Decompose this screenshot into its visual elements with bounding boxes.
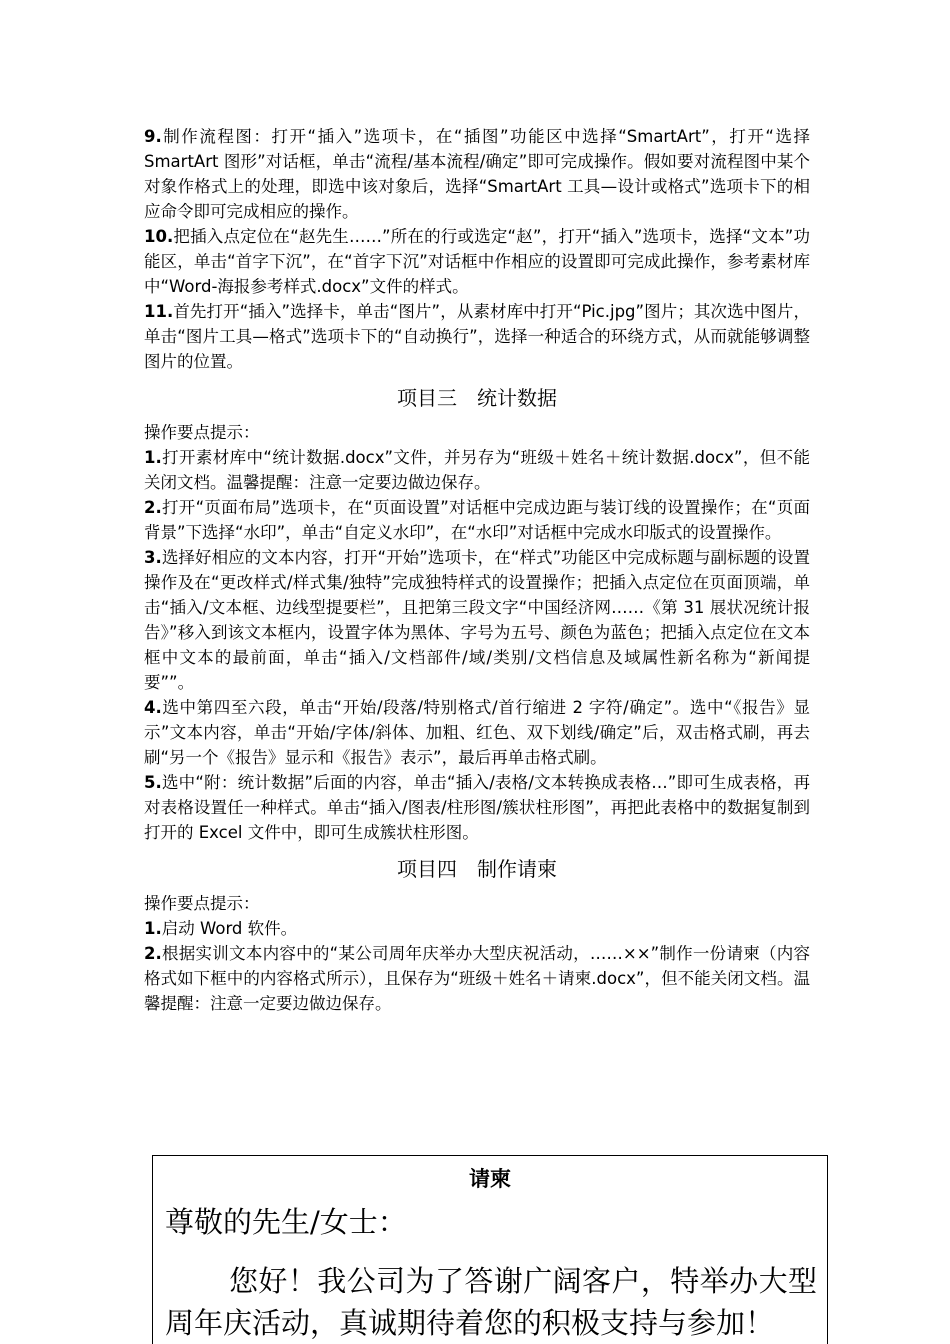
step-text: 制作流程图：打开“插入”选项卡，在“插图”功能区中选择“SmartArt”，打开“选择 SmartArt 图形”对话框，单击“流程/基本流程/确定”即可完成操作。假如要对流程图中某个对象作格式上的处理，即选中该对象后，选择“SmartArt 工具—设计或格式”选项卡下的相应命令即可完成相应的操作。 [144,127,810,221]
section-3-step-3 [144,545,810,695]
invitation-salutation: 尊敬的先生/女士： [165,1205,407,1239]
step-number: 9. [144,127,162,146]
step-text: 打开“页面布局”选项卡，在“页面设置”对话框中完成边距与装订线的设置操作；在“页面背景”下选择“水印”，单击“自定义水印”，在“水印”对话框中完成水印版式的设置操作。 [144,498,810,542]
section-3-step-1 [144,445,810,495]
document-content [144,124,810,1016]
step-number: 4. [144,698,162,717]
section-3-step-2 [144,495,810,545]
section-3-step-5 [144,770,810,845]
step-10 [144,224,810,299]
section-3-title: 项目三 统计数据 [397,386,557,410]
section-4-step-2 [144,941,810,1016]
step-text: 选中“附：统计数据”后面的内容，单击“插入/表格/文本转换成表格…”即可生成表格，再对表格设置任一种样式。单击“插入/图表/柱形图/簇状柱形图”，再把此表格中的数据复制到打开的 Excel 文件中，即可生成簇状柱形图。 [144,773,810,842]
section-4-title: 项目四 制作请柬 [397,857,557,881]
step-text: 根据实训文本内容中的“某公司周年庆举办大型庆祝活动，……××”制作一份请柬（内容格式如下框中的内容格式所示），且保存为“班级＋姓名＋请柬.docx”，但不能关闭文档。温馨提醒：注意一定要边做边保存。 [144,944,810,1013]
step-number: 2. [144,944,162,963]
step-text: 把插入点定位在“赵先生……”所在的行或选定“赵”，打开“插入”选项卡，选择“文本”功能区，单击“首字下沉”，在“首字下沉”对话框中作相应的设置即可完成此操作，参考素材库中“Word-海报参考样式.docx”文件的样式。 [144,227,810,296]
section-4-step-1 [144,916,810,941]
step-number: 1. [144,448,162,467]
section-3-step-4 [144,695,810,770]
invitation-body: 您好！我公司为了答谢广阔客户，特举办大型周年庆活动，真诚期待着您的积极支持与参加！ [165,1264,817,1340]
invitation-box [152,1155,828,1344]
step-text: 启动 Word 软件。 [161,919,298,938]
step-text: 选中第四至六段，单击“开始/段落/特别格式/首行缩进 2 字符/确定”。选中“《报告》显示”文本内容，单击“开始/字体/斜体、加粗、红色、双下划线/确定”后，双击格式刷，再去刷“另一个《报告》显示和《报告》表示”，最后再单击格式刷。 [144,698,810,767]
step-number: 10. [144,227,174,246]
step-number: 2. [144,498,162,517]
step-number: 1. [144,919,162,938]
step-number: 5. [144,773,162,792]
step-text: 首先打开“插入”选择卡，单击“图片”，从素材库中打开“Pic.jpg”图片；其次选中图片，单击“图片工具—格式”选项卡下的“自动换行”，选择一种适合的环绕方式，从而就能够调整图片的位置。 [144,302,810,371]
step-number: 3. [144,548,162,567]
step-text: 打开素材库中“统计数据.docx”文件，并另存为“班级＋姓名＋统计数据.docx”，但不能关闭文档。温馨提醒：注意一定要边做边保存。 [144,448,810,492]
step-number: 11. [144,302,174,321]
step-11 [144,299,810,374]
invitation-title: 请柬 [469,1167,511,1191]
section-4-tips-label: 操作要点提示： [144,894,260,913]
section-3-tips-label: 操作要点提示： [144,423,260,442]
step-text: 选择好相应的文本内容，打开“开始”选项卡，在“样式”功能区中完成标题与副标题的设置操作及在“更改样式/样式集/独特”完成独特样式的设置操作；把插入点定位在页面顶端，单击“插入/文本框、边线型提要栏”，且把第三段文字“中国经济网……《第 31 展状况统计报告》”移入到该文本框内，设置字体为黑体、字号为五号、颜色为蓝色；把插入点定位在文本框中文本的最前面，单击“插入/文档部件/域/类别/文档信息及域属性新名称为“新闻提要””。 [144,548,810,692]
step-9 [144,124,810,224]
